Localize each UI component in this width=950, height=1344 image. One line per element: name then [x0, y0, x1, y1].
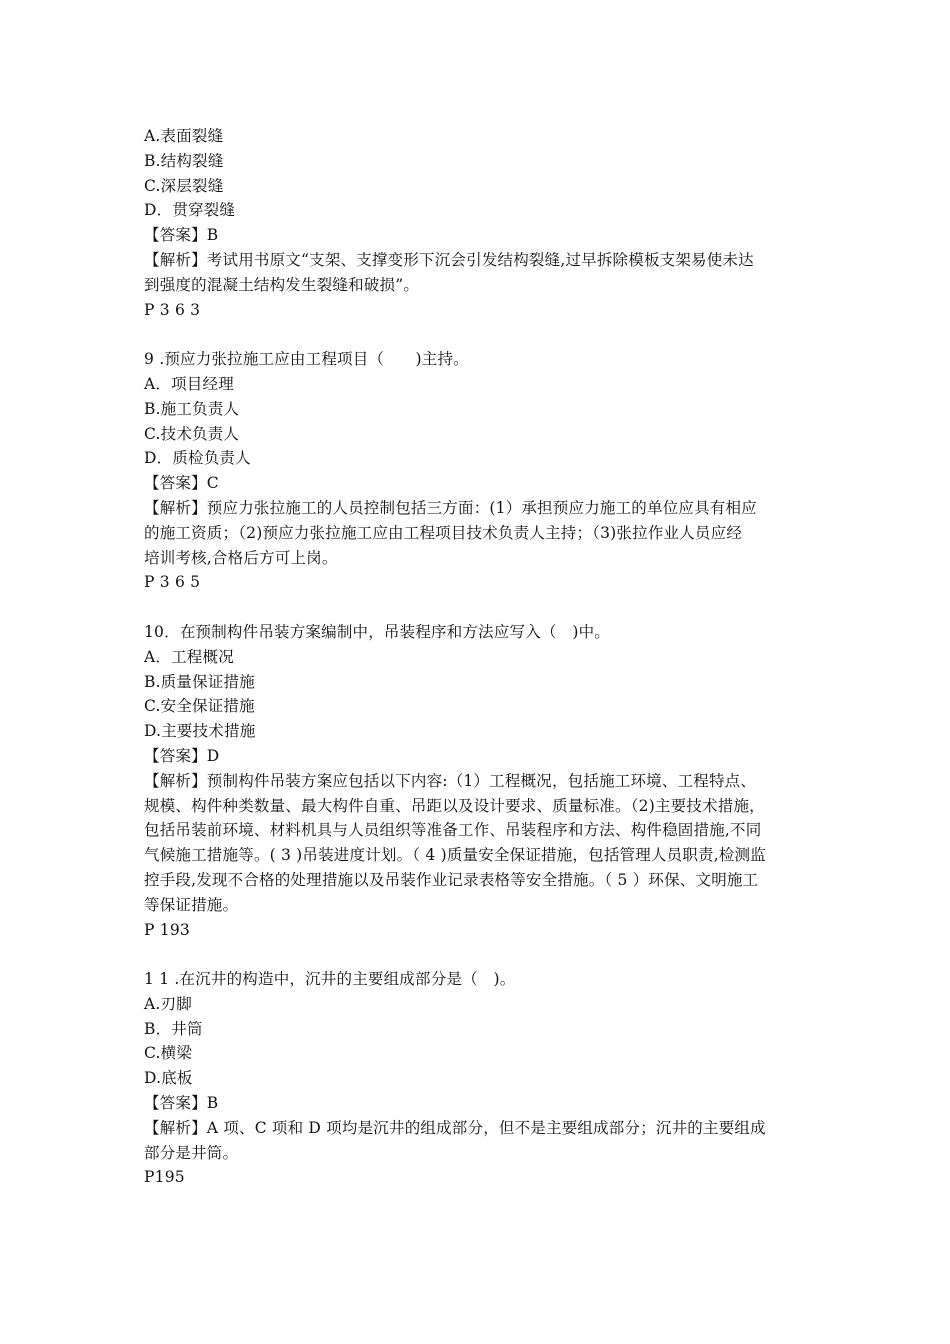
option-d: D．质检负责人: [144, 449, 251, 468]
spacer: [144, 595, 824, 620]
answer: 【答案】C: [144, 474, 219, 493]
question-8: [144, 124, 824, 322]
analysis-line: 等保证措施。: [144, 895, 239, 914]
option-d: D.底板: [144, 1069, 193, 1088]
option-c: C.横梁: [144, 1044, 193, 1063]
analysis-line: 培训考核,合格后方可上岗。: [144, 548, 338, 567]
option-b: B．井筒: [144, 1019, 203, 1038]
document-page: [144, 124, 824, 1190]
option-c: C.深层裂缝: [144, 176, 224, 195]
analysis-line: 到强度的混凝土结构发生裂缝和破损”。: [144, 275, 420, 294]
question-text: 1 1 .在沉井的构造中，沉井的主要组成部分是（ )。: [144, 970, 516, 989]
option-b: B.结构裂缝: [144, 151, 224, 170]
analysis-line: 部分是井筒。: [144, 1143, 239, 1162]
analysis-line: 气候施工措施等。( 3 )吊装进度计划。（ 4 )质量安全保证措施，包括管理人员职责,检测监: [144, 846, 766, 865]
question-10: [144, 620, 824, 942]
option-a: A.刃脚: [144, 994, 192, 1013]
analysis-line: 控手段,发现不合格的处理措施以及吊装作业记录表格等安全措施。（ 5 ）环保、文明施工: [144, 870, 759, 889]
question-text: 9 .预应力张拉施工应由工程项目（ )主持。: [144, 350, 469, 369]
answer: 【答案】B: [144, 1094, 219, 1113]
option-d: D．贯穿裂缝: [144, 201, 236, 220]
spacer: [144, 322, 824, 347]
option-a: A．工程概况: [144, 647, 234, 666]
analysis-line: 【解析】预制构件吊装方案应包括以下内容:（1）工程概况，包括施工环境、工程特点、: [144, 771, 757, 790]
option-b: B.质量保证措施: [144, 672, 255, 691]
page-reference: P195: [144, 1168, 185, 1187]
analysis-line: 的施工资质；（2)预应力张拉施工应由工程项目技术负责人主持；（3)张拉作业人员应经: [144, 523, 743, 542]
question-11: [144, 967, 824, 1190]
answer: 【答案】B: [144, 226, 219, 245]
option-c: C.安全保证措施: [144, 697, 255, 716]
analysis-line: 【解析】A 项、C 项和 D 项均是沉井的组成部分，但不是主要组成部分；沉井的主要组成: [144, 1118, 766, 1137]
option-a: A．项目经理: [144, 374, 234, 393]
option-b: B.施工负责人: [144, 399, 240, 418]
page-reference: P 3 6 5: [144, 573, 201, 592]
analysis-line: 【解析】考试用书原文“支架、支撑变形下沉会引发结构裂缝,过早拆除模板支架易使未达: [144, 250, 754, 269]
analysis-line: 【解析】预应力张拉施工的人员控制包括三方面：(1）承担预应力施工的单位应具有相应: [144, 498, 757, 517]
analysis-line: 规模、构件种类数量、最大构件自重、吊距以及设计要求、质量标准。（2)主要技术措施，: [144, 796, 765, 815]
spacer: [144, 942, 824, 967]
analysis-line: 包括吊装前环境、材料机具与人员组织等准备工作、吊装程序和方法、构件稳固措施,不同: [144, 821, 762, 840]
page-reference: P 193: [144, 920, 190, 939]
answer: 【答案】D: [144, 746, 220, 765]
option-a: A.表面裂缝: [144, 127, 224, 145]
question-9: [144, 347, 824, 595]
page-reference: P 3 6 3: [144, 300, 201, 319]
option-d: D.主要技术措施: [144, 722, 256, 741]
question-text: 10．在预制构件吊装方案编制中，吊装程序和方法应写入（ )中。: [144, 622, 610, 641]
option-c: C.技术负责人: [144, 424, 240, 443]
